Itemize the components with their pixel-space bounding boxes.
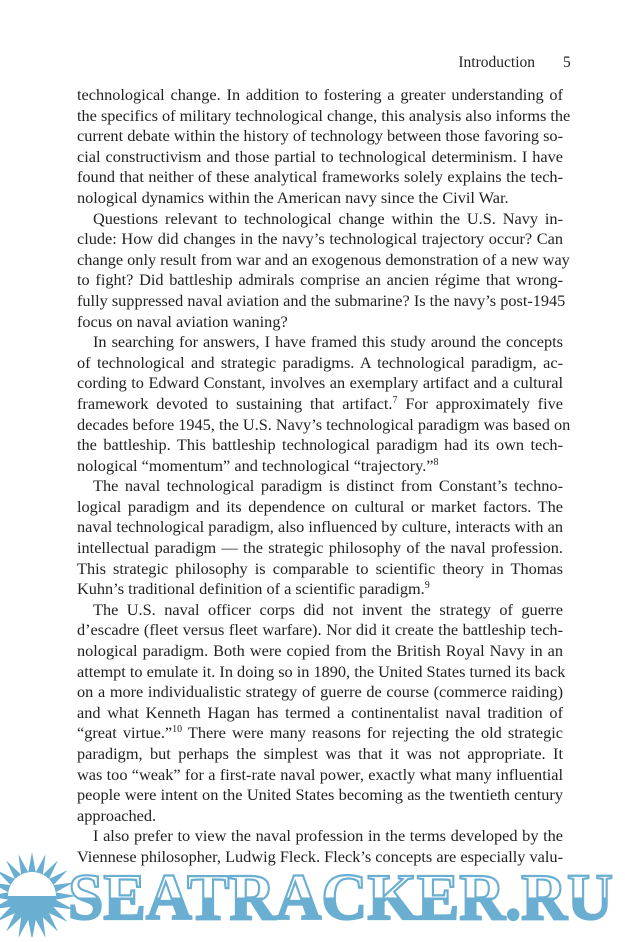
footnote-ref: 9 [424,580,430,592]
line-text: the battleship. This battleship technological paradigm had its own tech- [77,435,563,455]
line-text: current debate within the history of technology between those favoring so- [77,126,563,146]
line-text: of technological and strategic paradigms. A technological paradigm, ac- [77,352,563,372]
text-line [77,373,563,394]
line-text: on a more individualistic strategy of guerre de course (commerce raiding) [77,682,563,702]
line-text: Viennese philosopher, Ludwig Fleck. Fleck’s concepts are especially valu- [77,846,563,866]
text-line [77,126,563,147]
watermark-text: SEATRACKER.RU [68,861,613,934]
text-line [77,85,563,106]
text-line [77,661,566,683]
line-text: Questions relevant to technological change within the U.S. Navy in- [93,208,563,228]
line-text: logical paradigm and its dependence on cultural or market factors. The [77,496,563,516]
footnote-ref: 10 [172,724,183,736]
text-line [77,249,570,271]
text-line [77,579,563,600]
line-text: fully suppressed naval aviation and the submarine? Is the navy’s post-1945 [77,290,566,310]
page-number: 5 [563,54,571,71]
line-text: found that neither of these analytical frameworks solely explains the tech- [77,167,563,187]
text-line [77,641,563,662]
text-line [77,147,563,168]
line-text: cording to Edward Constant, involves an exemplary artifact and a cultural [77,373,563,393]
page-header [0,54,625,76]
watermark [0,838,625,937]
line-text: technological change. In addition to fostering a greater understanding of [77,85,563,104]
text-line [77,332,563,353]
line-text: the specifics of military technological change, this analysis also informs the [77,105,571,125]
line-text: people were intent on the United States becoming as the twentieth century [77,785,563,805]
text-line [77,394,563,415]
line-text: The U.S. naval officer corps did not invent the strategy of guerre [93,599,563,619]
text-line [77,476,563,497]
text-line [77,229,563,250]
text-line [77,785,563,806]
line-text: “great virtue.” [77,723,173,743]
text-line [77,353,563,374]
line-text: decades before 1945, the U.S. Navy’s technological paradigm was based on [77,414,571,434]
text-line [77,703,563,724]
text-line [77,497,563,518]
body-text [77,85,571,868]
line-text: clude: How did changes in the navy’s technological trajectory occur? Can [77,229,563,249]
text-line [77,517,563,538]
footnote-ref: 8 [433,456,439,468]
text-line [77,290,566,312]
text-line [77,312,563,333]
line-text: nological “momentum” and technological “trajectory.” [77,455,434,475]
line-text: naval technological paradigm, also influenced by culture, interacts with an [77,517,563,537]
sun-icon [0,852,76,937]
line-text: In searching for answers, I have framed this study around the concepts [93,332,563,352]
text-line [77,105,571,127]
text-line [77,682,563,703]
running-title: Introduction [458,54,535,71]
text-line [77,414,571,436]
footnote-ref: 7 [392,394,398,406]
line-text: nological dynamics within the American navy since the Civil War. [77,187,509,207]
text-line [77,167,563,188]
text-line [77,538,563,559]
line-text: cial constructivism and those partial to technological determinism. I have [77,146,563,166]
line-text: approached. [77,805,157,825]
line-text: focus on naval aviation waning? [77,311,288,331]
line-text: to fight? Did battleship admirals comprise an ancien régime that wrong- [77,270,563,290]
line-text: Kuhn’s traditional definition of a scientific paradigm. [77,579,425,599]
line-text: was too “weak” for a first-rate naval power, exactly what many influential [77,764,563,784]
text-line [77,765,563,786]
line-text: intellectual paradigm — the strategic philosophy of the naval profession. [77,538,563,558]
line-text: paradigm, but perhaps the simplest was that it was not appropriate. It [77,744,563,763]
text-line [77,744,563,765]
text-line [77,456,563,477]
text-line [77,600,563,621]
text-line [77,806,563,827]
text-line [77,723,563,744]
text-line [77,188,563,209]
text-line [77,559,563,580]
line-text: nological paradigm. Both were copied from the British Royal Navy in an [77,641,563,661]
line-text: There were many reasons for rejecting the old strategic [182,723,564,743]
line-text: framework devoted to sustaining that artifact. [77,393,393,413]
text-line [77,435,563,456]
line-text: For approximately five [397,393,563,413]
line-text: I also prefer to view the naval profession in the terms developed by the [93,826,563,846]
line-text: The naval technological paradigm is distinct from Constant’s techno- [93,476,563,496]
text-line [77,270,563,291]
line-text: This strategic philosophy is comparable to scientific theory in Thomas [77,558,563,578]
text-line [77,209,563,230]
line-text: d’escadre (fleet versus fleet warfare). Nor did it create the battleship tech- [77,620,563,640]
line-text: change only result from war and an exogenous demonstration of a new way [77,249,570,269]
text-line [77,620,563,641]
line-text: and what Kenneth Hagan has termed a continentalist naval tradition of [77,702,563,722]
line-text: attempt to emulate it. In doing so in 1890, the United States turned its back [77,661,566,681]
